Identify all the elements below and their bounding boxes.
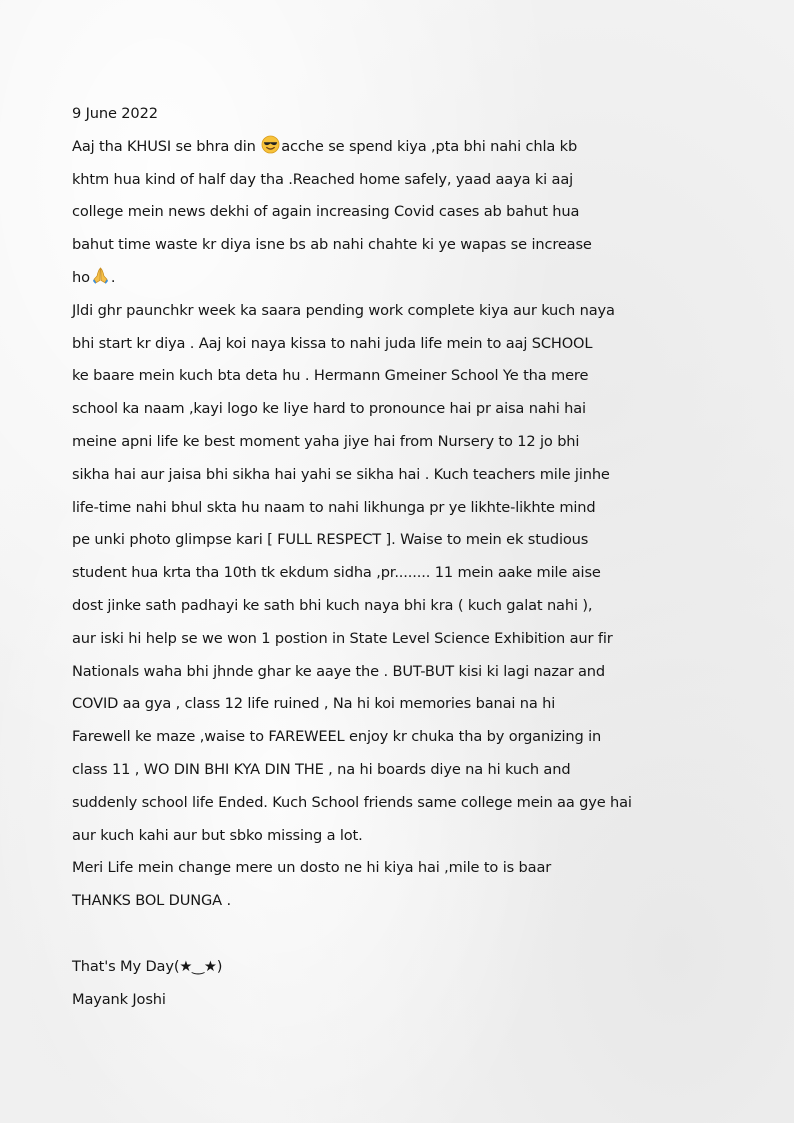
blank-line xyxy=(72,918,762,951)
signoff: That's My Day(★‿★) xyxy=(72,957,223,975)
text-line: life-time nahi bhul skta hu naam to nahi likhunga pr ye likhte-likhte mind xyxy=(72,498,596,516)
text-line: class 11 , WO DIN BHI KYA DIN THE , na hi boards diye na hi kuch and xyxy=(72,760,571,778)
text-line: student hua krta tha 10th tk ekdum sidha ,pr........ 11 mein aake mile aise xyxy=(72,564,601,582)
text-line: meine apni life ke best moment yaha jiye hai from Nursery to 12 jo bhi xyxy=(72,432,580,450)
folded-hands-icon xyxy=(91,266,110,285)
text-line xyxy=(72,262,762,295)
text-line: bahut time waste kr diya isne bs ab nahi chahte ki ye wapas se increase xyxy=(72,236,592,254)
signature: Mayank Joshi xyxy=(72,990,166,1008)
paragraph-2 xyxy=(72,295,762,853)
text-line: aur iski hi help se we won 1 postion in State Level Science Exhibition aur fir xyxy=(72,629,613,647)
text-line xyxy=(72,131,762,164)
text-line: Farewell ke maze ,waise to FAREWEEL enjoy kr chuka tha by organizing in xyxy=(72,728,602,746)
text-segment: ho xyxy=(72,268,90,286)
text-segment: acche se spend kiya ,pta bhi nahi chla kb xyxy=(281,137,578,155)
text-line: Meri Life mein change mere un dosto ne hi kiya hai ,mile to is baar xyxy=(72,859,552,877)
text-segment: Aaj tha KHUSI se bhra din xyxy=(72,137,261,155)
entry-date: 9 June 2022 xyxy=(72,105,158,122)
paragraph-3 xyxy=(72,852,762,918)
text-line: school ka naam ,kayi logo ke liye hard to pronounce hai pr aisa nahi hai xyxy=(72,400,586,418)
text-segment: . xyxy=(110,268,116,286)
paragraph-1 xyxy=(72,131,762,295)
text-line: ke baare mein kuch bta deta hu . Hermann Gmeiner School Ye tha mere xyxy=(72,367,589,385)
diary-page xyxy=(72,98,762,1016)
smiling-face-with-sunglasses-icon xyxy=(261,135,280,154)
text-line: suddenly school life Ended. Kuch School friends same college mein aa gye hai xyxy=(72,793,632,811)
text-line: Jldi ghr paunchkr week ka saara pending work complete kiya aur kuch naya xyxy=(72,301,615,319)
text-line: khtm hua kind of half day tha .Reached home safely, yaad aaya ki aaj xyxy=(72,170,574,188)
text-line: THANKS BOL DUNGA . xyxy=(72,892,231,910)
text-line: dost jinke sath padhayi ke sath bhi kuch naya bhi kra ( kuch galat nahi ), xyxy=(72,596,593,614)
text-line: college mein news dekhi of again increasing Covid cases ab bahut hua xyxy=(72,203,580,221)
text-line: aur kuch kahi aur but sbko missing a lot. xyxy=(72,826,363,844)
text-line: bhi start kr diya . Aaj koi naya kissa to nahi juda life mein to aaj SCHOOL xyxy=(72,334,593,352)
text-line: Nationals waha bhi jhnde ghar ke aaye the . BUT-BUT kisi ki lagi nazar and xyxy=(72,662,606,680)
text-line: COVID aa gya , class 12 life ruined , Na hi koi memories banai na hi xyxy=(72,695,556,713)
text-line: sikha hai aur jaisa bhi sikha hai yahi se sikha hai . Kuch teachers mile jinhe xyxy=(72,465,610,483)
text-line: pe unki photo glimpse kari [ FULL RESPECT ]. Waise to mein ek studious xyxy=(72,531,589,549)
